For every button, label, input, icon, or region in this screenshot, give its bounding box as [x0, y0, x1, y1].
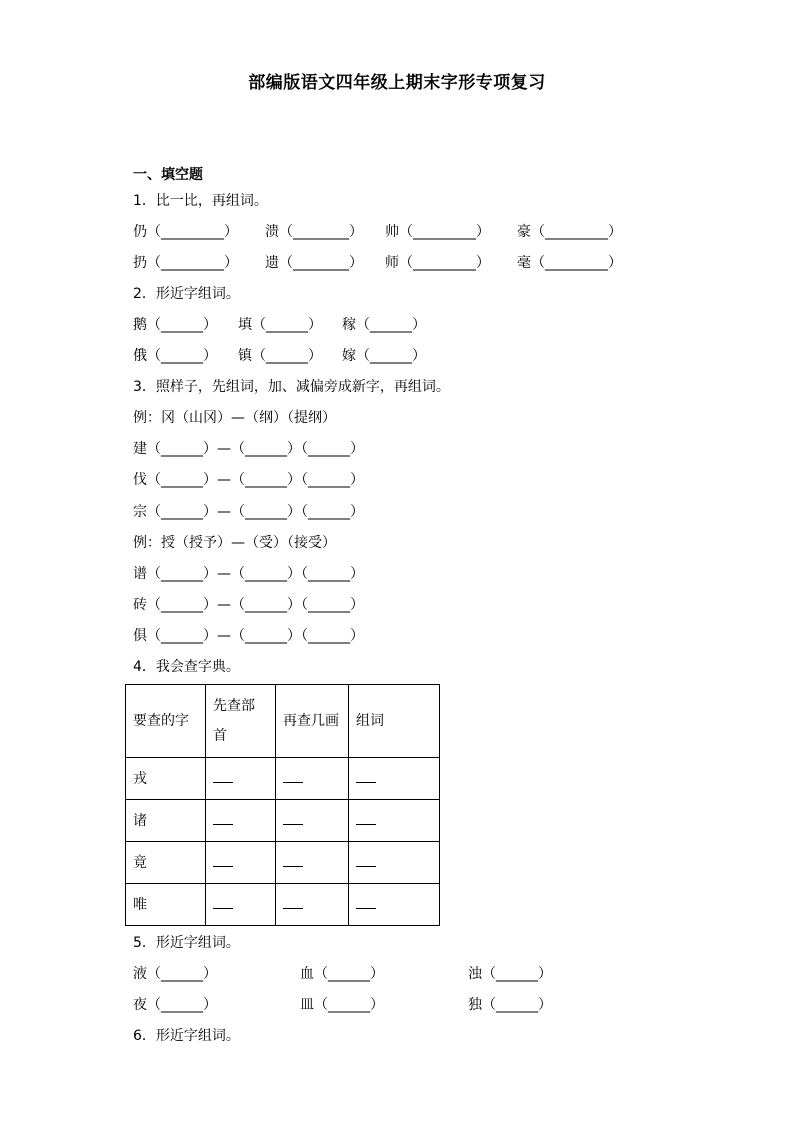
- table-cell-blank[interactable]: [206, 842, 276, 884]
- dictionary-table: [125, 684, 440, 926]
- q2-item[interactable]: 稼（______）: [342, 317, 426, 333]
- q1-item[interactable]: 溃（________）: [265, 224, 363, 240]
- q2-item[interactable]: 鹅（______）: [133, 317, 217, 333]
- q1-item[interactable]: 遗（________）: [265, 255, 363, 271]
- table-cell-blank[interactable]: [349, 842, 440, 884]
- table-cell-blank[interactable]: [206, 800, 276, 842]
- table-row: [126, 842, 440, 884]
- q1-item[interactable]: 帅（_________）: [385, 224, 490, 240]
- q5-item[interactable]: 独（______）: [468, 997, 552, 1013]
- table-row: [126, 758, 440, 800]
- q1-item[interactable]: 师（_________）: [385, 255, 490, 271]
- table-header-cell: 再查几画: [276, 685, 349, 758]
- table-row: [126, 800, 440, 842]
- table-header-cell: 组词: [349, 685, 440, 758]
- section-heading: 一、填空题: [133, 167, 203, 183]
- q5-item[interactable]: 血（______）: [300, 966, 384, 982]
- table-cell-blank[interactable]: [276, 884, 349, 926]
- question-3-prompt: 3．照样子，先组词，加、减偏旁成新字，再组词。: [133, 379, 450, 395]
- q5-item[interactable]: 夜（______）: [133, 997, 217, 1013]
- table-cell-blank[interactable]: [349, 884, 440, 926]
- q5-item[interactable]: 液（______）: [133, 966, 217, 982]
- q3-example: 例：授（授予）—（受）（接受）: [133, 535, 336, 551]
- table-row: [126, 884, 440, 926]
- q1-item[interactable]: 豪（_________）: [517, 224, 622, 240]
- table-cell-blank[interactable]: [349, 800, 440, 842]
- q3-line[interactable]: 砖（______）—（______）（______）: [133, 597, 364, 613]
- q1-item[interactable]: 毫（_________）: [517, 255, 622, 271]
- q3-line[interactable]: 伐（______）—（______）（______）: [133, 472, 364, 488]
- table-cell-blank[interactable]: [276, 758, 349, 800]
- question-4-prompt: 4．我会查字典。: [133, 659, 240, 675]
- table-cell-blank[interactable]: [276, 842, 349, 884]
- question-1-prompt: 1．比一比，再组词。: [133, 193, 268, 209]
- question-6-prompt: 6．形近字组词。: [133, 1028, 240, 1044]
- table-header-cell: 要查的字: [126, 685, 206, 758]
- q3-line[interactable]: 建（______）—（______）（______）: [133, 441, 364, 457]
- table-cell-char: 唯: [126, 884, 206, 926]
- q3-example: 例：冈（山冈）—（纲）（提纲）: [133, 410, 336, 426]
- table-cell-blank[interactable]: [276, 800, 349, 842]
- table-cell-char: 竟: [126, 842, 206, 884]
- table-cell-blank[interactable]: [206, 758, 276, 800]
- q2-item[interactable]: 镇（______）: [238, 348, 322, 364]
- table-cell-blank[interactable]: [349, 758, 440, 800]
- q2-item[interactable]: 填（______）: [238, 317, 322, 333]
- page-title: 部编版语文四年级上期末字形专项复习: [248, 73, 546, 93]
- q5-item[interactable]: 皿（______）: [300, 997, 384, 1013]
- q1-item[interactable]: 仍（_________）: [133, 224, 238, 240]
- q3-line[interactable]: 宗（______）—（______）（______）: [133, 504, 364, 520]
- table-header-row: [126, 685, 440, 758]
- q2-item[interactable]: 俄（______）: [133, 348, 217, 364]
- q1-item[interactable]: 扔（_________）: [133, 255, 238, 271]
- q3-line[interactable]: 谱（______）—（______）（______）: [133, 566, 364, 582]
- table-header-cell: 先查部首: [206, 685, 276, 758]
- question-5-prompt: 5．形近字组词。: [133, 935, 240, 951]
- q3-line[interactable]: 俱（______）—（______）（______）: [133, 628, 364, 644]
- q5-item[interactable]: 浊（______）: [468, 966, 552, 982]
- question-2-prompt: 2．形近字组词。: [133, 286, 240, 302]
- table-cell-char: 诸: [126, 800, 206, 842]
- q2-item[interactable]: 嫁（______）: [342, 348, 426, 364]
- table-cell-blank[interactable]: [206, 884, 276, 926]
- table-cell-char: 戎: [126, 758, 206, 800]
